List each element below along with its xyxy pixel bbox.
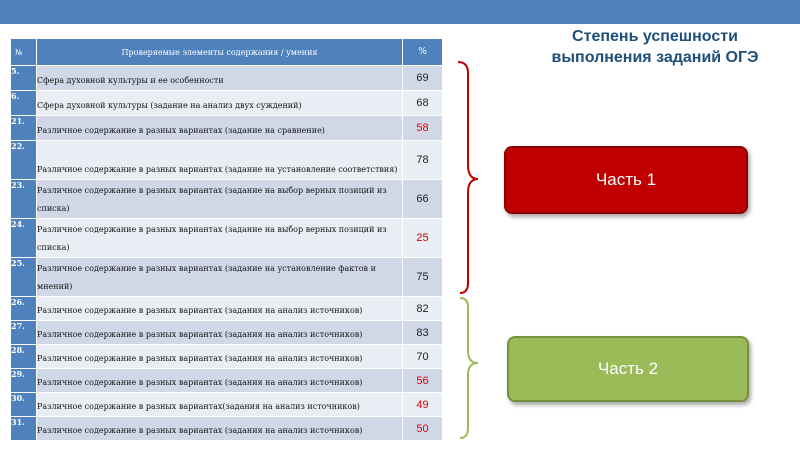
task-number: 28. bbox=[11, 345, 37, 369]
results-table bbox=[10, 38, 443, 441]
task-description: Различное содержание в разных вариантах (задание на выбор верных позиций из списка) bbox=[37, 180, 403, 219]
task-description: Сфера духовной культуры (задание на анализ двух суждений) bbox=[37, 91, 403, 116]
page-title: Степень успешности выполнения заданий ОГЭ bbox=[551, 28, 759, 66]
task-description: Различное содержание в разных вариантах (задания на анализ источников) bbox=[37, 369, 403, 393]
task-number: 22. bbox=[11, 141, 37, 180]
task-number: 24. bbox=[11, 219, 37, 258]
table-row bbox=[11, 219, 443, 258]
task-percent: 69 bbox=[403, 66, 443, 91]
column-header-number: № bbox=[11, 39, 37, 66]
part2-bracket bbox=[460, 298, 478, 438]
table-row bbox=[11, 393, 443, 417]
top-banner bbox=[0, 0, 800, 24]
task-number: 29. bbox=[11, 369, 37, 393]
table-row bbox=[11, 180, 443, 219]
task-percent: 68 bbox=[403, 91, 443, 116]
task-description: Различное содержание в разных вариантах (задания на анализ источников) bbox=[37, 297, 403, 321]
task-number: 31. bbox=[11, 417, 37, 441]
column-header-content: Проверяемые элементы содержания / умения bbox=[37, 39, 403, 66]
task-percent: 70 bbox=[403, 345, 443, 369]
table-row bbox=[11, 66, 443, 91]
task-number: 6. bbox=[11, 91, 37, 116]
task-description: Различное содержание в разных вариантах(задания на анализ источников) bbox=[37, 393, 403, 417]
task-percent: 49 bbox=[403, 393, 443, 417]
column-header-percent: % bbox=[403, 39, 443, 66]
task-description: Различное содержание в разных вариантах (задание на выбор верных позиций из списка) bbox=[37, 219, 403, 258]
task-description: Различное содержание в разных вариантах (задание на установление фактов и мнений) bbox=[37, 258, 403, 297]
task-percent: 83 bbox=[403, 321, 443, 345]
part1-box bbox=[504, 146, 748, 214]
table-row bbox=[11, 345, 443, 369]
task-number: 30. bbox=[11, 393, 37, 417]
task-description: Различное содержание в разных вариантах (задания на анализ источников) bbox=[37, 345, 403, 369]
task-percent: 78 bbox=[403, 141, 443, 180]
part1-bracket bbox=[458, 62, 478, 293]
task-number: 27. bbox=[11, 321, 37, 345]
task-number: 21. bbox=[11, 116, 37, 141]
task-description: Различное содержание в разных вариантах (задания на анализ источников) bbox=[37, 417, 403, 441]
task-description: Различное содержание в разных вариантах (задание на сравнение) bbox=[37, 116, 403, 141]
task-number: 5. bbox=[11, 66, 37, 91]
table-row bbox=[11, 258, 443, 297]
task-number: 26. bbox=[11, 297, 37, 321]
part2-box bbox=[507, 336, 749, 402]
task-percent: 25 bbox=[403, 219, 443, 258]
task-percent: 66 bbox=[403, 180, 443, 219]
task-number: 23. bbox=[11, 180, 37, 219]
task-percent: 56 bbox=[403, 369, 443, 393]
task-percent: 58 bbox=[403, 116, 443, 141]
task-number: 25. bbox=[11, 258, 37, 297]
part2-label: Часть 2 bbox=[597, 359, 659, 378]
grouping-brackets bbox=[450, 55, 500, 445]
table-header-row bbox=[11, 39, 443, 66]
table-row bbox=[11, 417, 443, 441]
task-percent: 75 bbox=[403, 258, 443, 297]
table-row bbox=[11, 321, 443, 345]
task-description: Различное содержание в разных вариантах (задания на анализ источников) bbox=[37, 321, 403, 345]
table-row bbox=[11, 297, 443, 321]
table-row bbox=[11, 116, 443, 141]
task-percent: 82 bbox=[403, 297, 443, 321]
task-description: Сфера духовной культуры и ее особенности bbox=[37, 66, 403, 91]
part1-label: Часть 1 bbox=[595, 170, 657, 189]
task-description: Различное содержание в разных вариантах (задание на установление соответствия) bbox=[37, 141, 403, 180]
task-percent: 50 bbox=[403, 417, 443, 441]
table-row bbox=[11, 141, 443, 180]
table-row bbox=[11, 91, 443, 116]
table-row bbox=[11, 369, 443, 393]
